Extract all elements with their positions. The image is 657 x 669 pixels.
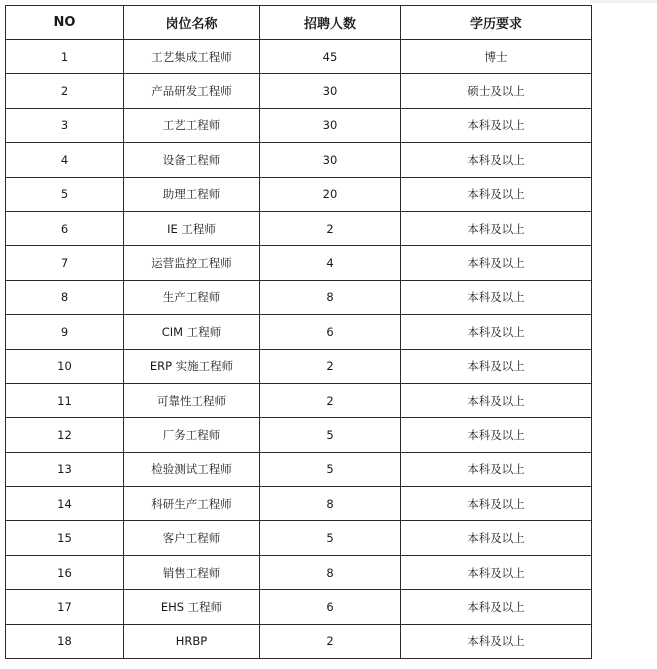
top-edge-strip [590,0,657,3]
cell-education: 本科及以上 [401,211,592,245]
cell-no: 15 [6,521,124,555]
cell-no: 17 [6,590,124,624]
cell-position: EHS 工程师 [124,590,260,624]
cell-position: 产品研发工程师 [124,74,260,108]
table-row [6,74,592,108]
header-count: 招聘人数 [260,6,401,40]
table-row [6,280,592,314]
cell-no: 2 [6,74,124,108]
table-row [6,177,592,211]
cell-education: 本科及以上 [401,624,592,658]
header-position: 岗位名称 [124,6,260,40]
cell-position: 工艺集成工程师 [124,40,260,74]
cell-no: 8 [6,280,124,314]
cell-position: 检验测试工程师 [124,452,260,486]
cell-education: 本科及以上 [401,418,592,452]
table-row [6,211,592,245]
table-row [6,452,592,486]
cell-no: 6 [6,211,124,245]
cell-no: 9 [6,315,124,349]
table-row [6,624,592,658]
cell-position: IE 工程师 [124,211,260,245]
table-row [6,246,592,280]
cell-no: 12 [6,418,124,452]
cell-count: 5 [260,418,401,452]
table-row [6,590,592,624]
cell-count: 30 [260,108,401,142]
cell-count: 8 [260,555,401,589]
cell-education: 本科及以上 [401,315,592,349]
cell-no: 11 [6,383,124,417]
cell-position: 工艺工程师 [124,108,260,142]
cell-count: 30 [260,74,401,108]
cell-position: 客户工程师 [124,521,260,555]
table-header [6,6,592,40]
cell-position: 运营监控工程师 [124,246,260,280]
cell-position: 设备工程师 [124,143,260,177]
recruitment-table [5,5,592,659]
cell-education: 本科及以上 [401,280,592,314]
cell-education: 本科及以上 [401,143,592,177]
cell-no: 5 [6,177,124,211]
cell-no: 3 [6,108,124,142]
cell-no: 4 [6,143,124,177]
cell-count: 6 [260,315,401,349]
cell-count: 2 [260,624,401,658]
cell-education: 博士 [401,40,592,74]
cell-education: 本科及以上 [401,383,592,417]
table-row [6,108,592,142]
cell-no: 1 [6,40,124,74]
cell-position: 厂务工程师 [124,418,260,452]
cell-count: 20 [260,177,401,211]
cell-position: 销售工程师 [124,555,260,589]
cell-position: 科研生产工程师 [124,487,260,521]
header-row [6,6,592,40]
cell-no: 13 [6,452,124,486]
cell-count: 6 [260,590,401,624]
table-row [6,349,592,383]
cell-position: 可靠性工程师 [124,383,260,417]
header-education: 学历要求 [401,6,592,40]
cell-education: 本科及以上 [401,452,592,486]
cell-no: 14 [6,487,124,521]
table-row [6,383,592,417]
table-row [6,143,592,177]
cell-count: 45 [260,40,401,74]
cell-position: 助理工程师 [124,177,260,211]
cell-position: HRBP [124,624,260,658]
cell-education: 本科及以上 [401,487,592,521]
table-row [6,521,592,555]
cell-position: 生产工程师 [124,280,260,314]
cell-education: 本科及以上 [401,177,592,211]
cell-no: 10 [6,349,124,383]
table-row [6,418,592,452]
table-row [6,555,592,589]
table-row [6,487,592,521]
cell-count: 2 [260,383,401,417]
header-no: NO [6,6,124,40]
cell-count: 8 [260,280,401,314]
cell-education: 本科及以上 [401,246,592,280]
table-body [6,40,592,659]
cell-education: 本科及以上 [401,521,592,555]
cell-count: 30 [260,143,401,177]
cell-education: 本科及以上 [401,349,592,383]
cell-position: ERP 实施工程师 [124,349,260,383]
cell-count: 5 [260,452,401,486]
cell-no: 18 [6,624,124,658]
cell-count: 4 [260,246,401,280]
cell-education: 本科及以上 [401,108,592,142]
cell-count: 8 [260,487,401,521]
table-row [6,40,592,74]
cell-position: CIM 工程师 [124,315,260,349]
cell-education: 本科及以上 [401,590,592,624]
cell-count: 2 [260,349,401,383]
cell-education: 硕士及以上 [401,74,592,108]
cell-no: 7 [6,246,124,280]
table-row [6,315,592,349]
cell-count: 5 [260,521,401,555]
cell-no: 16 [6,555,124,589]
cell-education: 本科及以上 [401,555,592,589]
cell-count: 2 [260,211,401,245]
